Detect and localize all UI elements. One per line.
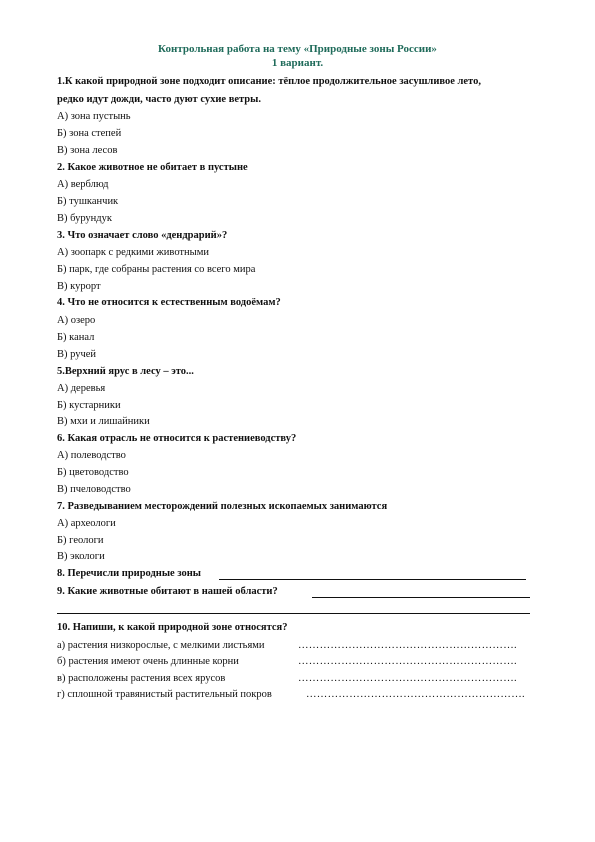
question-10-item-d: г) сплошной травянистый растительный покров [57, 689, 272, 700]
question-10: 10. Напиши, к какой природной зоне относятся? [57, 622, 288, 633]
worksheet-title: Контрольная работа на тему «Природные зоны России» [158, 43, 437, 55]
question-6-option-b: Б) цветоводство [57, 467, 129, 478]
question-2-option-b: Б) тушканчик [57, 196, 119, 207]
question-3-option-c: В) курорт [57, 281, 101, 292]
question-3: 3. Что означает слово «дендрарий»? [57, 230, 228, 241]
variant-label: 1 вариант. [271, 57, 324, 69]
question-8-answer-line[interactable] [219, 579, 526, 580]
question-7-option-a: А) археологи [57, 518, 116, 529]
question-7-option-c: В) экологи [57, 551, 105, 562]
question-5: 5.Верхний ярус в лесу – это... [57, 366, 194, 377]
question-1-line-1: 1.К какой природной зоне подходит описание: тёплое продолжительное засушливое лето, [57, 76, 481, 87]
question-2-option-a: А) верблюд [57, 179, 109, 190]
question-1-option-c: В) зона лесов [57, 145, 118, 156]
question-10-item-c-dots[interactable]: ……………………………………………………. [298, 673, 517, 684]
question-1-option-b: Б) зона степей [57, 128, 122, 139]
question-9-answer-line[interactable] [312, 597, 530, 598]
question-2-option-c: В) бурундук [57, 213, 112, 224]
question-8: 8. Перечисли природные зоны [57, 568, 201, 579]
question-10-item-c: в) расположены растения всех ярусов [57, 673, 226, 684]
question-1-option-a: А) зона пустынь [57, 111, 131, 122]
question-9-answer-line-2[interactable] [57, 613, 530, 614]
question-10-item-b: б) растения имеют очень длинные корни [57, 656, 239, 667]
question-7: 7. Разведыванием месторождений полезных ископаемых занимаются [57, 501, 388, 512]
question-5-option-b: Б) кустарники [57, 400, 121, 411]
question-4: 4. Что не относится к естественным водоёмам? [57, 297, 281, 308]
question-6-option-a: А) полеводство [57, 450, 126, 461]
question-10-item-a-dots[interactable]: ……………………………………………………. [298, 640, 517, 651]
question-5-option-c: В) мхи и лишайники [57, 416, 150, 427]
question-1-line-2: редко идут дожди, часто дуют сухие ветры. [57, 94, 261, 105]
question-4-option-c: В) ручей [57, 349, 97, 360]
question-2: 2. Какое животное не обитает в пустыне [57, 162, 248, 173]
question-6-option-c: В) пчеловодство [57, 484, 131, 495]
question-10-item-d-dots[interactable]: ……………………………………………………. [306, 689, 525, 700]
question-4-option-b: Б) канал [57, 332, 95, 343]
question-10-item-b-dots[interactable]: ……………………………………………………. [298, 656, 517, 667]
question-6: 6. Какая отрасль не относится к растениеводству? [57, 433, 297, 444]
question-10-item-a: а) растения низкорослые, с мелкими листьями [57, 640, 265, 651]
question-7-option-b: Б) геологи [57, 535, 104, 546]
question-4-option-a: А) озеро [57, 315, 96, 326]
question-5-option-a: А) деревья [57, 383, 106, 394]
question-3-option-a: А) зоопарк с редкими животными [57, 247, 209, 258]
question-9: 9. Какие животные обитают в нашей области? [57, 586, 278, 597]
question-3-option-b: Б) парк, где собраны растения со всего мира [57, 264, 256, 275]
